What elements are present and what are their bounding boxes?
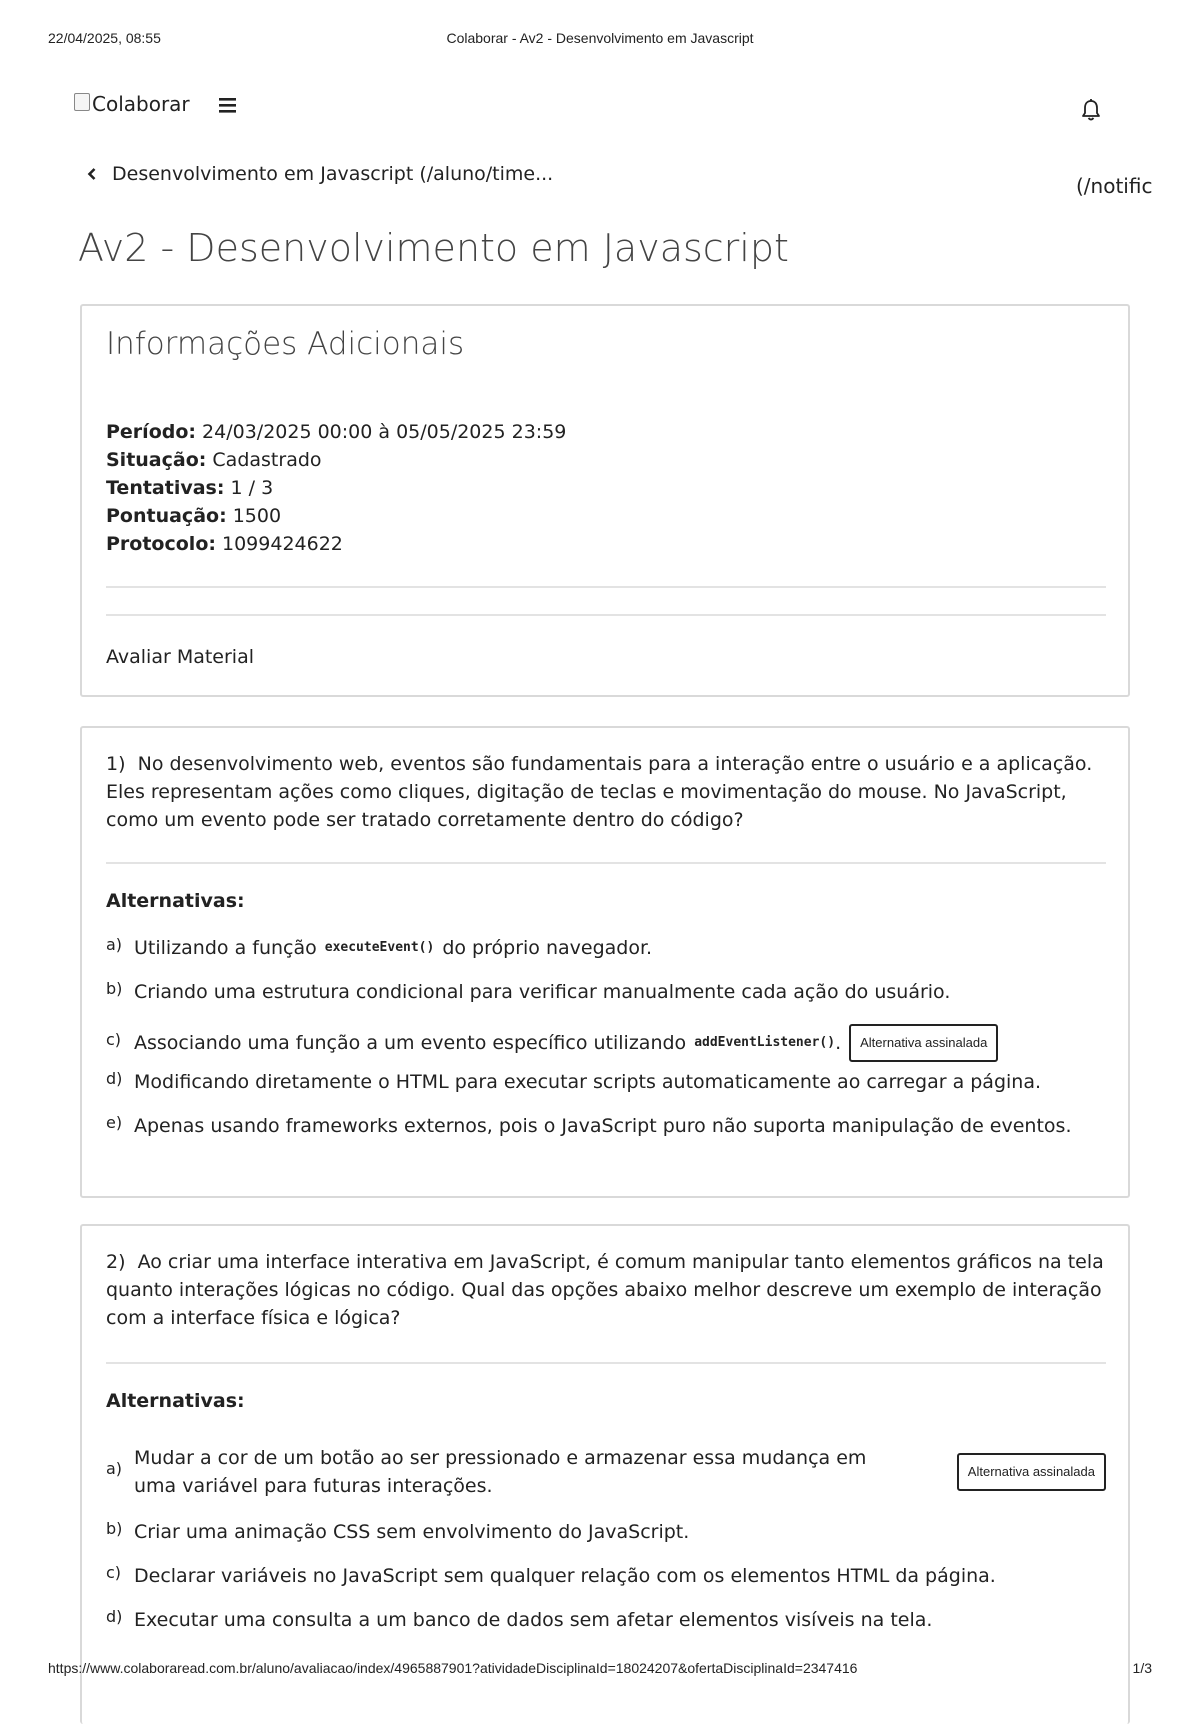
divider [106, 586, 1106, 588]
question-text: 1) No desenvolvimento web, eventos são fundamentais para a interação entre o usuário e a aplicação. Eles representam ações como cliques, digitação de teclas e movimentação do mouse. No JavaScript, como um evento pode ser tratado corretamente dentro do código? [106, 753, 1093, 831]
top-bar [74, 92, 1120, 126]
alternative-a[interactable]: a) Utilizando a função executeEvent() do próprio navegador. [106, 934, 1106, 962]
print-datetime: 22/04/2025, 08:55 [48, 30, 161, 46]
info-card [80, 304, 1130, 697]
print-page-number: 1/3 [1132, 1660, 1152, 1676]
divider [106, 614, 1106, 616]
code-snippet: executeEvent() [324, 940, 435, 955]
bell-icon[interactable] [1080, 98, 1102, 122]
chevron-left-icon [86, 167, 98, 181]
alternative-b[interactable]: b) Criar uma animação CSS sem envolvimento do JavaScript. [106, 1519, 690, 1543]
alternative-d[interactable]: d) Executar uma consulta a um banco de dados sem afetar elementos visíveis na tela. [106, 1607, 933, 1631]
logo-alt-text: Colaborar [92, 92, 190, 116]
logo-link[interactable] [74, 92, 190, 116]
info-situacao: Situação: Cadastrado [106, 449, 322, 471]
info-pontuacao: Pontuação: 1500 [106, 505, 282, 527]
question-card-2 [80, 1224, 1130, 1724]
alternative-b[interactable]: b) Criando uma estrutura condicional para verificar manualmente cada ação do usuário. [106, 979, 951, 1003]
page-title: Av2 - Desenvolvimento em Javascript [78, 226, 789, 270]
alternative-d[interactable]: d) Modificando diretamente o HTML para executar scripts automaticamente ao carregar a página. [106, 1069, 1042, 1093]
alternative-c[interactable]: c) Declarar variáveis no JavaScript sem qualquer relação com os elementos HTML da página. [106, 1563, 996, 1587]
info-tentativas: Tentativas: 1 / 3 [106, 477, 274, 499]
broken-image-icon [74, 93, 90, 111]
selected-alternative-badge: Alternativa assinalada [957, 1453, 1106, 1491]
alternative-e[interactable]: e) Apenas usando frameworks externos, pois o JavaScript puro não suporta manipulação de eventos. [106, 1113, 1072, 1137]
alternatives-heading: Alternativas: [106, 890, 245, 912]
print-footer [48, 1660, 1152, 1680]
alternative-a[interactable]: a) Mudar a cor de um botão ao ser pressionado e armazenar essa mudança em uma variável para futuras interações. Alternativa assinalada [106, 1444, 1106, 1500]
breadcrumb-label: Desenvolvimento em Javascript (/aluno/time... [112, 163, 554, 185]
breadcrumb-back-link[interactable] [86, 163, 553, 185]
question-text: 2) Ao criar uma interface interativa em JavaScript, é comum manipular tanto elementos gráficos na tela quanto interações lógicas no código. Qual das opções abaixo melhor descreve um exemplo de interação com a interface física e lógica? [106, 1251, 1104, 1329]
print-url: https://www.colaboraread.com.br/aluno/avaliacao/index/4965887901?atividadeDisciplinaId=18024207&ofertaDisciplinaId=2347416 [48, 1660, 858, 1676]
avaliar-material-link[interactable]: Avaliar Material [106, 646, 255, 668]
notifications-link[interactable]: (/notific [1076, 174, 1153, 198]
alternative-c[interactable]: c) Associando uma função a um evento específico utilizando addEventListener() . Alternativa assinalada [106, 1024, 1106, 1062]
print-doc-title: Colaborar - Av2 - Desenvolvimento em Javascript [446, 30, 754, 46]
question-card-1 [80, 726, 1130, 1198]
code-snippet: addEventListener() [694, 1035, 836, 1050]
info-section-title: Informações Adicionais [106, 326, 465, 362]
selected-alternative-badge: Alternativa assinalada [849, 1024, 998, 1062]
hamburger-menu-icon[interactable] [218, 96, 238, 114]
divider [106, 862, 1106, 864]
info-protocolo: Protocolo: 1099424622 [106, 533, 343, 555]
print-header [48, 30, 1152, 50]
divider [106, 1362, 1106, 1364]
alternatives-heading: Alternativas: [106, 1390, 245, 1412]
info-periodo: Período: 24/03/2025 00:00 à 05/05/2025 23:59 [106, 421, 567, 443]
info-list [106, 418, 566, 558]
